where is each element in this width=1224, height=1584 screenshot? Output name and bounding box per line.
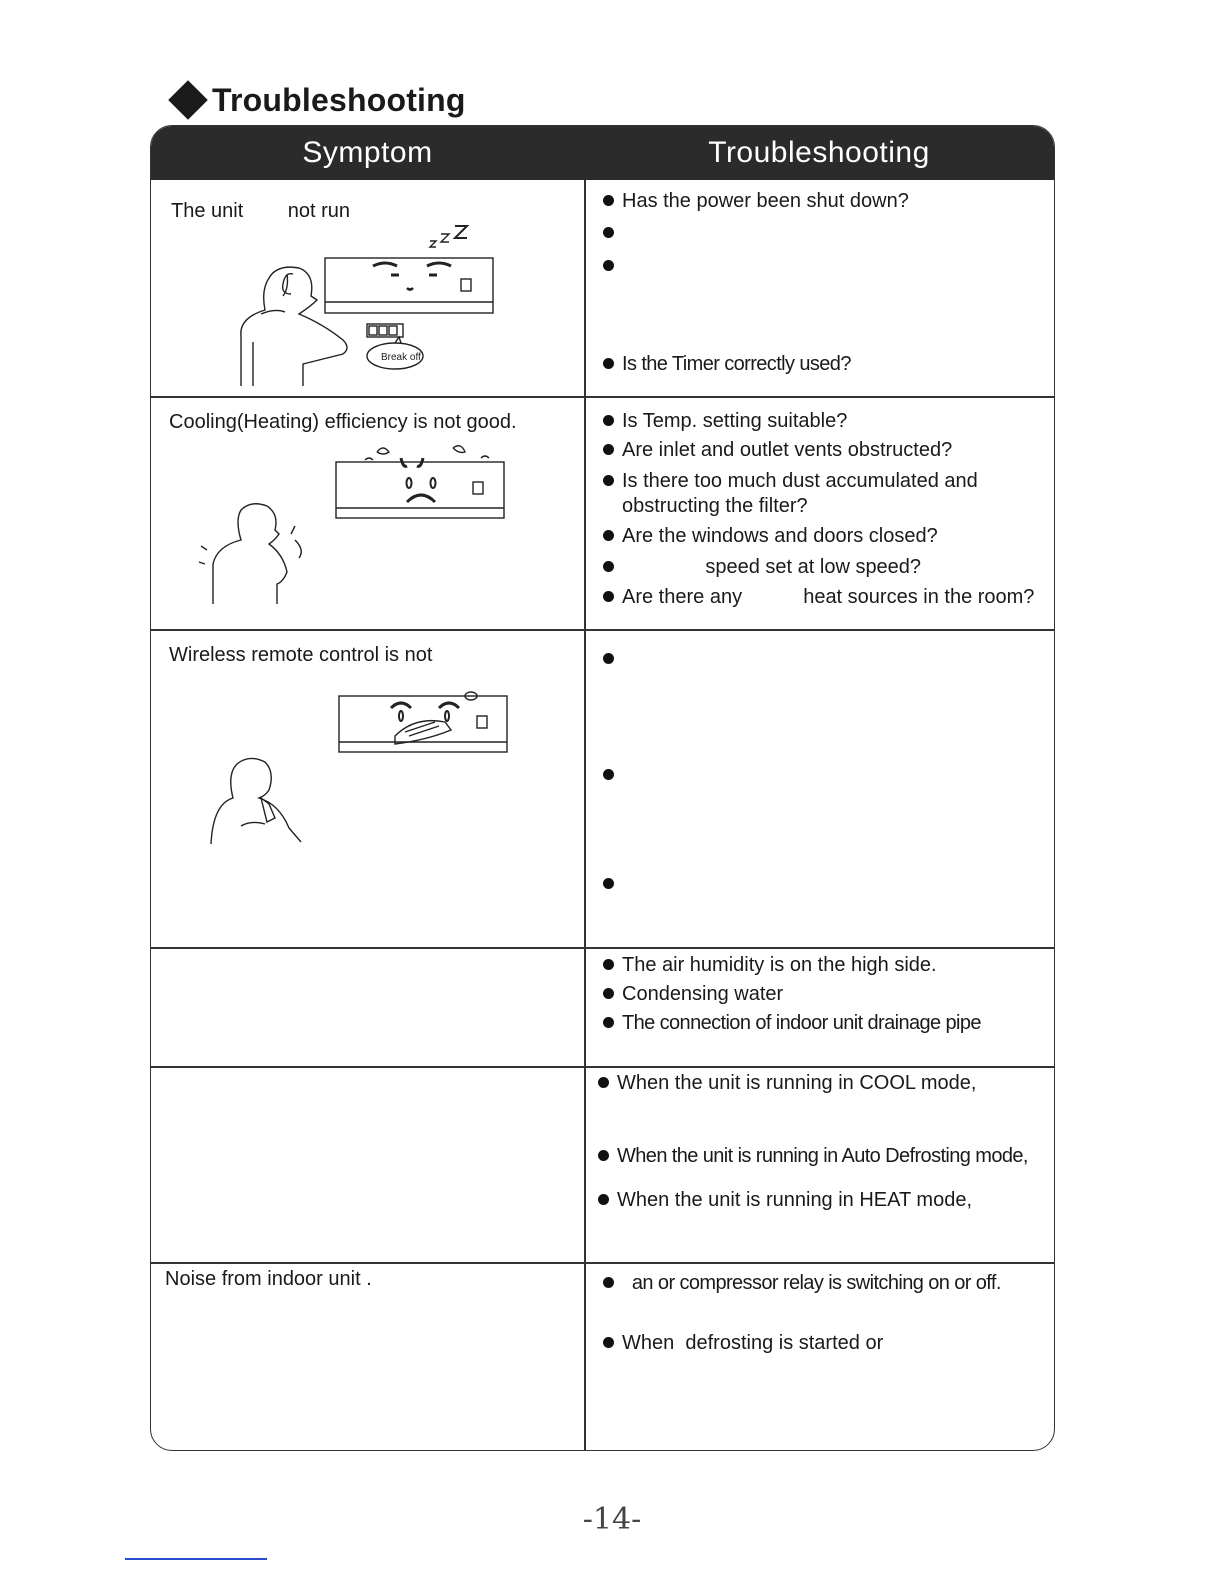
bullet-icon (603, 530, 614, 541)
page-title: Troubleshooting (212, 81, 466, 118)
check-item: Are there any heat sources in the room? (603, 585, 1034, 610)
symptom-unit-not-run: The unit not run (171, 200, 350, 222)
check-item: Are the windows and doors closed? (603, 524, 938, 549)
check-item (603, 221, 622, 238)
page-heading (168, 78, 466, 122)
check-item: When the unit is running in COOL mode, (598, 1071, 976, 1096)
bullet-icon (603, 988, 614, 999)
bullet-icon (603, 195, 614, 206)
check-item: When the unit is running in Auto Defrosting mode, (598, 1144, 1028, 1169)
check-item (603, 872, 622, 889)
header-symptom: Symptom (302, 136, 433, 169)
check-item (603, 763, 622, 780)
check-item (603, 647, 622, 664)
check-item: Are inlet and outlet vents obstructed? (603, 438, 952, 463)
check-item: Is the Timer correctly used? (603, 352, 851, 377)
check-item: The connection of indoor unit drainage pipe (603, 1011, 982, 1036)
row-divider (151, 396, 1054, 398)
bullet-icon (603, 227, 614, 238)
check-item: Has the power been shut down? (603, 189, 909, 214)
covered-mouth-ac-illustration (201, 686, 521, 846)
bullet-icon (603, 444, 614, 455)
bullet-icon (598, 1194, 609, 1205)
check-item: Is Temp. setting suitable? (603, 409, 847, 434)
bullet-icon (603, 878, 614, 889)
check-item (603, 254, 622, 271)
sleeping-ac-illustration (201, 218, 521, 390)
row-divider (151, 629, 1054, 631)
symptom-remote: Wireless remote control is not (169, 644, 433, 666)
bullet-icon (603, 653, 614, 664)
check-item: speed set at low speed? (603, 555, 921, 580)
bullet-icon (603, 260, 614, 271)
header-troubleshooting: Troubleshooting (708, 136, 930, 169)
bullet-icon (603, 1337, 614, 1348)
bullet-icon (598, 1077, 609, 1088)
bullet-icon (603, 591, 614, 602)
row-divider (151, 1262, 1054, 1264)
sweating-ac-illustration (191, 436, 521, 608)
row-divider (151, 1066, 1054, 1068)
symptom-noise: Noise from indoor unit . (165, 1268, 372, 1290)
bullet-icon (603, 1017, 614, 1028)
table-header (151, 126, 1054, 180)
symptom-efficiency: Cooling(Heating) efficiency is not good. (169, 411, 517, 433)
check-item: Is there too much dust accumulated and obstructing the filter? (603, 469, 1022, 519)
bullet-icon (603, 561, 614, 572)
check-item: Condensing water (603, 982, 783, 1007)
bullet-icon (603, 358, 614, 369)
check-item: When defrosting is started or (603, 1331, 883, 1356)
bullet-icon (603, 769, 614, 780)
bullet-icon (598, 1150, 609, 1161)
bullet-icon (603, 1277, 614, 1288)
footer-link-underline (125, 1558, 267, 1560)
check-item: The air humidity is on the high side. (603, 953, 937, 978)
troubleshooting-table (150, 125, 1055, 1451)
check-item: When the unit is running in HEAT mode, (598, 1188, 972, 1213)
bullet-icon (603, 415, 614, 426)
column-divider (584, 180, 586, 1451)
page-number: -14- (582, 1502, 642, 1537)
bullet-icon (603, 959, 614, 970)
bullet-icon (603, 475, 614, 486)
row-divider (151, 947, 1054, 949)
diamond-icon (168, 80, 208, 120)
break-off-label: Break off (381, 352, 421, 363)
check-item: an or compressor relay is switching on or off. (603, 1271, 1001, 1296)
